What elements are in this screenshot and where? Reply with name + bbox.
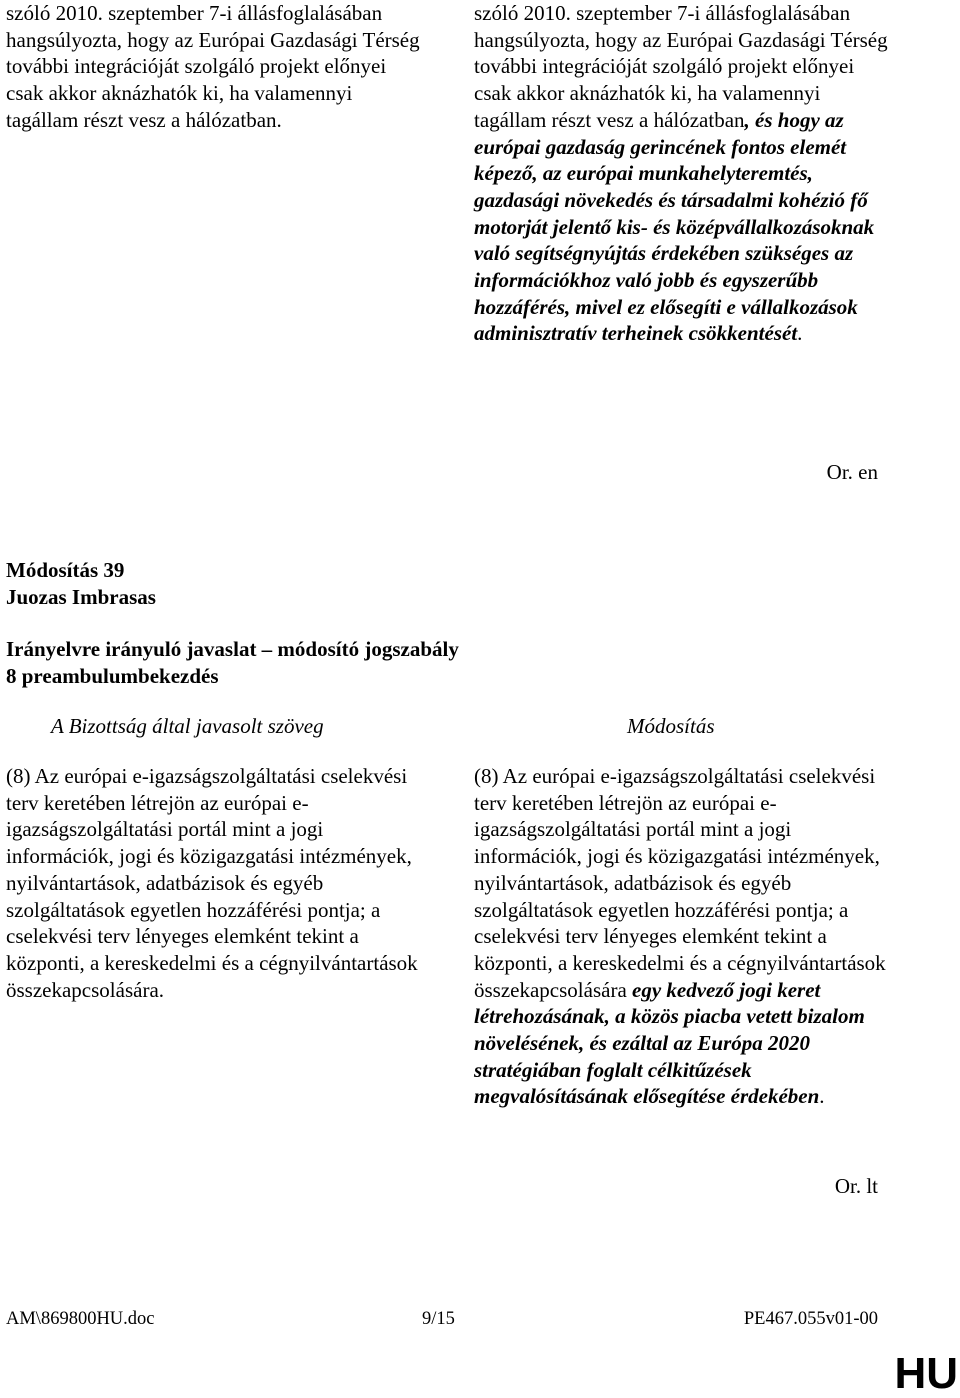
- footer-page-number: 9/15: [422, 1309, 455, 1329]
- top-left-text: szóló 2010. szeptember 7-i állásfoglalásában hangsúlyozta, hogy az Európai Gazdasági Térség további integrációját szolgáló projekt előnyei csak akkor aknázhatók ki, ha valamennyi tagállam részt vesz a hálózatban.: [6, 1, 420, 132]
- commission-text: (8) Az európai e-igazságszolgáltatási cselekvési terv keretében létrejön az európai e-igazságszolgáltatási portál mint a jogi információk, jogi és közigazgatási intézmények, nyilvántartások, adatbázisok és egyéb szolgáltatások egyetlen hozzáférési pontja; a cselekvési terv lényeges elemként tekint a központi, a kereskedelmi és a cégnyilvántartások összekapcsolására.: [6, 764, 418, 1002]
- amendment-text-header: Módosítás: [627, 714, 715, 738]
- commission-text-column: [6, 763, 426, 1003]
- top-right-text-plain: szóló 2010. szeptember 7-i állásfoglalásában hangsúlyozta, hogy az Európai Gazdasági Térség további integrációját szolgáló projekt előnyei csak akkor aknázhatók ki, ha valamennyi tagállam részt vesz a hálózatban: [474, 1, 888, 132]
- recital-reference: 8 preambulumbekezdés: [6, 663, 219, 688]
- top-right-text: [474, 0, 894, 347]
- amendment-heading: [6, 557, 706, 610]
- top-right-column: [474, 0, 894, 347]
- amendment-text-plain: (8) Az európai e-igazságszolgáltatási cselekvési terv keretében létrejön az európai e-igazságszolgáltatási portál mint a jogi információk, jogi és közigazgatási intézmények, nyilvántartások, adatbázisok és egyéb szolgáltatások egyetlen hozzáférési pontja; a cselekvési terv lényeges elemként tekint a központi, a kereskedelmi és a cégnyilvántartások összekapcsolására: [474, 764, 886, 1002]
- language-note-bottom: Or. lt: [834, 1174, 878, 1198]
- amendment-text-emphasis: egy kedvező jogi keret létrehozásának, a közös piacba vetett bizalom növelésének, és ezáltal az Európa 2020 stratégiában foglalt célkitűzések megvalósításának elősegítése érdekében: [474, 977, 865, 1109]
- language-note-top: Or. en: [826, 460, 878, 484]
- top-right-text-end: .: [797, 321, 803, 346]
- language-mark: HU: [894, 1349, 958, 1398]
- amendment-author: Juozas Imbrasas: [6, 584, 156, 609]
- commission-text-header: A Bizottság által javasolt szöveg: [51, 714, 324, 738]
- footer-pe-ref: PE467.055v01-00: [743, 1309, 878, 1329]
- proposal-heading: [6, 636, 706, 689]
- top-left-column: [6, 0, 426, 134]
- amendment-text-end: .: [819, 1084, 825, 1109]
- amendment-text-column: [474, 763, 894, 1110]
- amendment-title: Módosítás 39: [6, 558, 125, 582]
- proposal-title: Irányelvre irányuló javaslat – módosító jogszabály: [6, 637, 459, 661]
- top-right-text-emphasis: , és hogy az európai gazdaság gerincének fontos elemét képező, az európai munkahelyteremtés, gazdasági növekedés és társadalmi kohézió fő motorját jelentő kis- és középvállalkozásoknak való segítségnyújtás érdekében szükséges az információkhoz való jobb és egyszerűbb hozzáférés, mivel ez elősegíti e vállalkozások adminisztratív terheinek csökkentését: [474, 107, 875, 346]
- footer-doc-ref: AM\869800HU.doc: [6, 1309, 155, 1329]
- amendment-text: [474, 763, 894, 1110]
